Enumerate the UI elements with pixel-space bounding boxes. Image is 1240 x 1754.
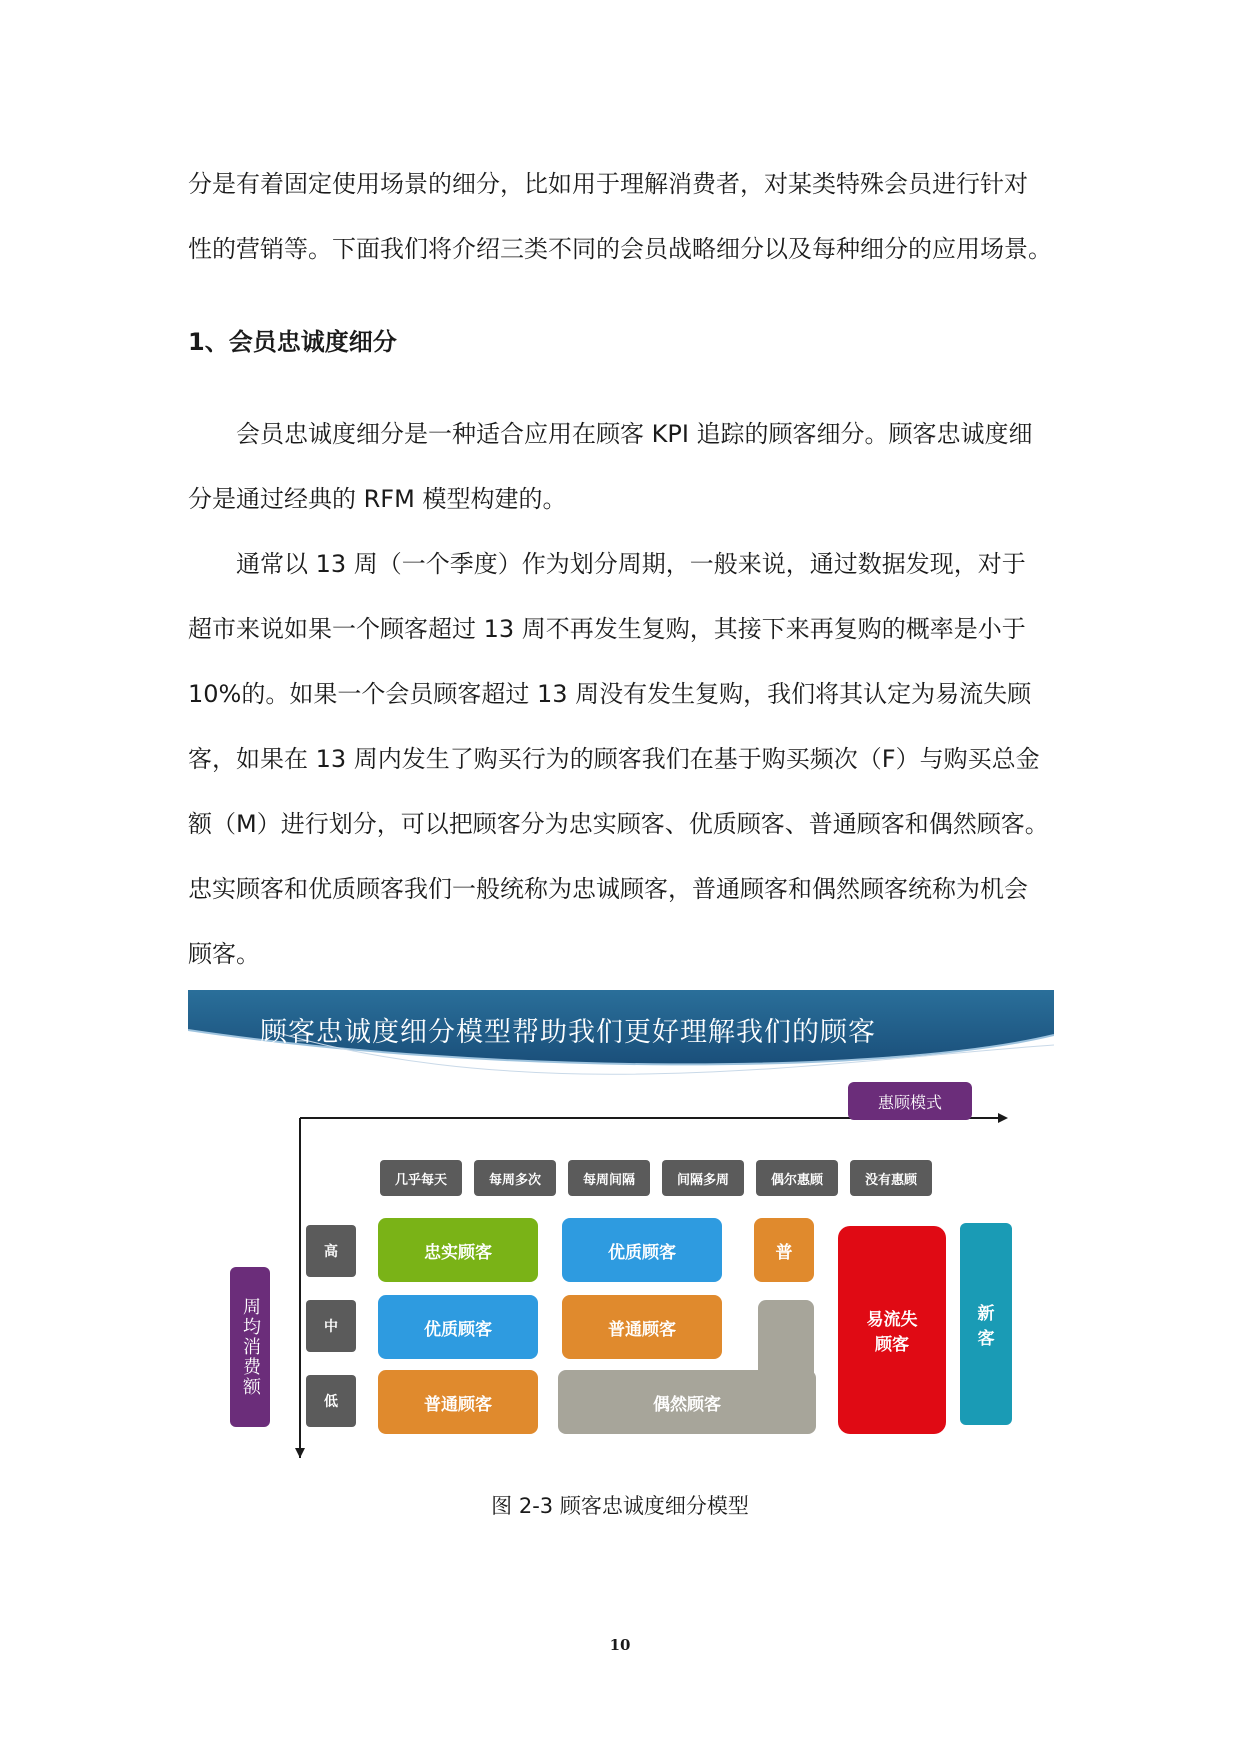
segment-occasional-upper (758, 1300, 814, 1380)
frequency-label: 偶尔惠顾 (756, 1160, 838, 1196)
text-line: 会员忠诚度细分是一种适合应用在顾客 KPI 追踪的顾客细分。顾客忠诚度细 (236, 420, 1033, 448)
text-line: 分是通过经典的 RFM 模型构建的。 (188, 485, 567, 513)
text-line: 分是有着固定使用场景的细分，比如用于理解消费者，对某类特殊会员进行针对 (188, 170, 1028, 198)
text-line: 忠实顾客和优质顾客我们一般统称为忠诚顾客，普通顾客和偶然顾客统称为机会 (188, 875, 1028, 903)
figure-caption: 图 2-3 顾客忠诚度细分模型 (491, 1494, 749, 1518)
y-axis-label: 周均消费额 (230, 1267, 270, 1427)
frequency-label: 几乎每天 (380, 1160, 462, 1196)
intro-paragraph (188, 152, 1058, 282)
text-line: 10%的。如果一个会员顾客超过 13 周没有发生复购，我们将其认定为易流失顾 (188, 680, 1032, 708)
page-number: 10 (609, 1636, 631, 1654)
frequency-label: 每周多次 (474, 1160, 556, 1196)
text-line: 额（M）进行划分，可以把顾客分为忠实顾客、优质顾客、普通顾客和偶然顾客。 (188, 810, 1049, 838)
loyalty-segmentation-figure (188, 990, 1054, 1465)
segment-ordinary-low: 普通顾客 (378, 1370, 538, 1434)
text-line: 客，如果在 13 周内发生了购买行为的顾客我们在基于购买频次（F）与购买总金 (188, 745, 1040, 773)
paragraph-rfm-explanation (188, 532, 1058, 987)
frequency-label: 没有惠顾 (850, 1160, 932, 1196)
segment-quality-high: 优质顾客 (562, 1218, 722, 1282)
text-line: 通常以 13 周（一个季度）作为划分周期，一般来说，通过数据发现，对于 (236, 550, 1026, 578)
section-heading: 1、会员忠诚度细分 (188, 328, 397, 356)
segment-ordinary-mid: 普通顾客 (562, 1295, 722, 1359)
spend-level-mid: 中 (306, 1300, 356, 1352)
segment-new: 新 客 (960, 1223, 1012, 1425)
segment-churn: 易流失 顾客 (838, 1226, 946, 1434)
text-line: 顾客。 (188, 940, 260, 968)
frequency-label: 间隔多周 (662, 1160, 744, 1196)
spend-level-high: 高 (306, 1225, 356, 1277)
spend-level-low: 低 (306, 1375, 356, 1427)
segment-occasional: 偶然顾客 (558, 1370, 816, 1434)
x-axis-label: 惠顾模式 (848, 1082, 972, 1120)
segment-ordinary-high: 普 (754, 1218, 814, 1282)
figure-banner-title: 顾客忠诚度细分模型帮助我们更好理解我们的顾客 (260, 1017, 876, 1048)
text-line: 超市来说如果一个顾客超过 13 周不再发生复购，其接下来再复购的概率是小于 (188, 615, 1026, 643)
segment-quality-mid: 优质顾客 (378, 1295, 538, 1359)
text-line: 性的营销等。下面我们将介绍三类不同的会员战略细分以及每种细分的应用场景。 (188, 235, 1052, 263)
frequency-label: 每周间隔 (568, 1160, 650, 1196)
segment-loyal-high: 忠实顾客 (378, 1218, 538, 1282)
paragraph-loyalty-intro (188, 402, 1058, 532)
